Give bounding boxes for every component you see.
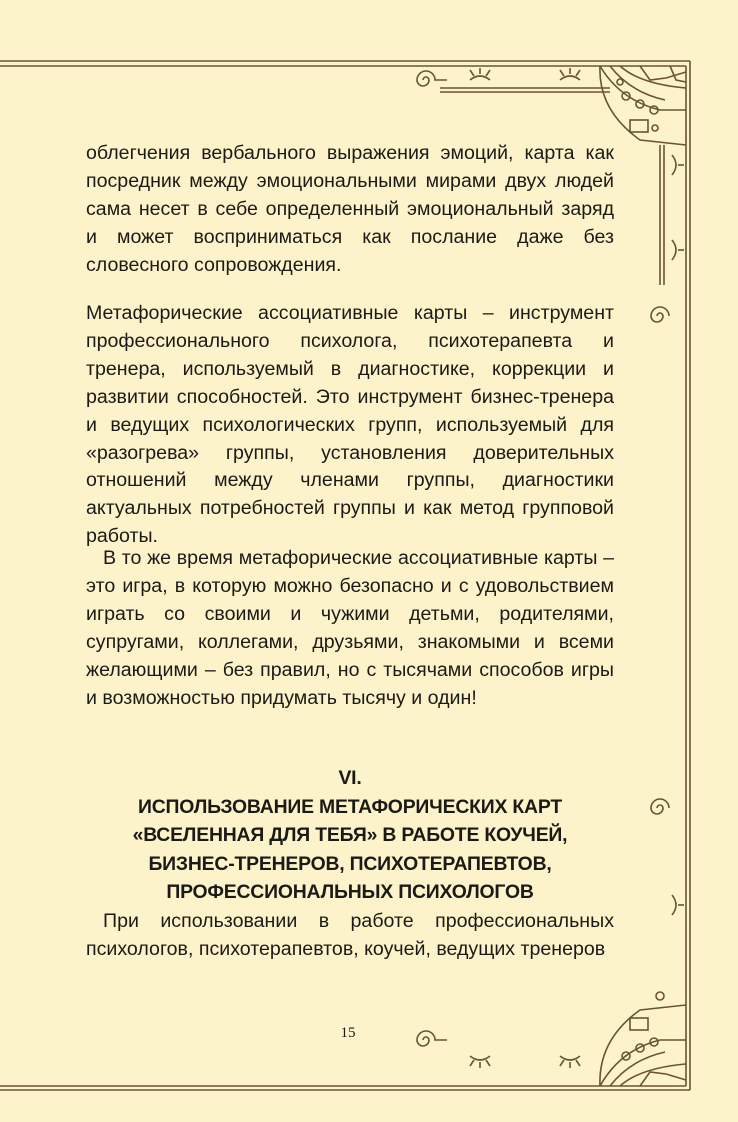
paragraph-text: В то же время метафорические ассоциативные карты – это игра, в которую можно безопасно и с удовольствием играть со своими и чужими детьми, родителями, супругами, коллегами, друзьями, знакомыми и всеми желающими – без правил, но с тысячами способов игры и возможностью придумать тысячу и один! xyxy=(86,547,614,709)
sun-ornament-icon xyxy=(470,1056,490,1068)
sun-ornament-icon xyxy=(560,68,580,80)
corner-ornament-bottom-right-icon xyxy=(600,992,686,1086)
sun-ornament-icon xyxy=(470,68,490,80)
paragraph-text: При использовании в работе профессиональных психологов, психотерапевтов, коучей, ведущих тренеров xyxy=(86,910,614,960)
sun-ornament-icon xyxy=(672,155,684,175)
section-title-line: ИСПОЛЬЗОВАНИЕ МЕТАФОРИЧЕСКИХ КАРТ xyxy=(138,795,562,818)
paragraph-mac-game xyxy=(86,545,614,712)
spiral-ornament-icon xyxy=(417,71,447,86)
sun-ornament-icon xyxy=(672,240,684,260)
paragraph-text: Метафорические ассоциативные карты – инструмент профессионального психолога, психотерапевта и тренера, используемый в диагностике, коррекции и развитии способностей. Это инструмент бизнес-тренера и ведущих психологических групп, используемый для «разогрева» группы, установления доверительных отношений между членами группы, диагностики актуальных потребностей группы и как метод групповой работы. xyxy=(86,302,614,548)
section-title-line: БИЗНЕС-ТРЕНЕРОВ, ПСИХОТЕРАПЕВТОВ, xyxy=(148,852,552,875)
paragraph-text: облегчения вербального выражения эмоций, карта как посредник между эмоциональными мирами двух людей сама несет в себе определенный эмоциональный заряд и может восприниматься как послание даже без словесного сопровождения. xyxy=(86,142,614,276)
paragraph-continuation xyxy=(86,140,614,280)
sun-ornament-icon xyxy=(672,895,684,915)
spiral-ornament-icon xyxy=(651,799,669,814)
section-title-line: «ВСЕЛЕННАЯ ДЛЯ ТЕБЯ» В РАБОТЕ КОУЧЕЙ, xyxy=(132,824,568,846)
section-number: VI. xyxy=(338,767,362,789)
sun-ornament-icon xyxy=(560,1056,580,1068)
paragraph-section-start xyxy=(86,908,614,964)
paragraph-mac-definition xyxy=(86,300,614,551)
spiral-ornament-icon xyxy=(417,1031,447,1046)
page-number: 15 xyxy=(340,1025,356,1041)
section-title-line: ПРОФЕССИОНАЛЬНЫХ ПСИХОЛОГОВ xyxy=(166,881,534,903)
corner-ornament-top-right-icon xyxy=(600,66,686,145)
spiral-ornament-icon xyxy=(651,307,669,322)
section-heading xyxy=(86,764,614,907)
